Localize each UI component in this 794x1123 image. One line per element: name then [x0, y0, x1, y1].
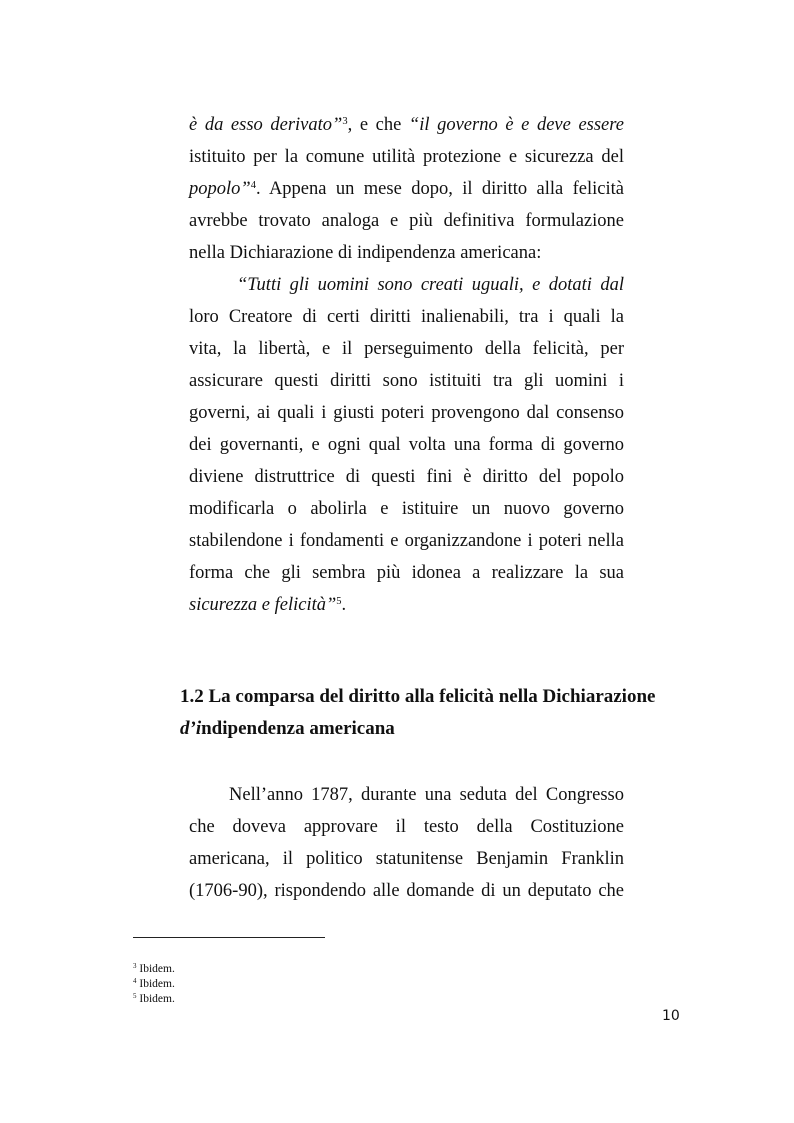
section-body-line: (1706-90), rispondendo alle domande di un deputato che [189, 881, 624, 901]
quote-line: governi, ai quali i giusti poteri provengono dal consenso [189, 403, 624, 423]
page-number: 10 [662, 1008, 680, 1024]
body-line: istituito per la comune utilità protezione e sicurezza del [189, 147, 624, 167]
footnote: $^5$ Ibidem. [133, 992, 175, 1005]
quote-line: forma che gli sembra più idonea a realizzare la sua [189, 563, 624, 583]
quote-line: dei governanti, e ogni qual volta una forma di governo [189, 435, 624, 455]
quote-line: “Tutti gli uomini sono creati uguali, e dotati dal [237, 275, 624, 295]
quote-line: sicurezza e felicità”$^5$. [189, 595, 347, 615]
quote-line: modificarla o abolirla e istituire un nuovo governo [189, 499, 624, 519]
body-line: è da esso derivato”$^3$, e che “il governo è e deve essere [189, 115, 624, 135]
footnote: $^3$ Ibidem. [133, 962, 175, 975]
quote-line: stabilendone i fondamenti e organizzandone i poteri nella [189, 531, 624, 551]
body-line: avrebbe trovato analoga e più definitiva formulazione [189, 211, 624, 231]
footnote-ref-3[interactable]: 3 [342, 116, 348, 127]
quote-line: vita, la libertà, e il perseguimento della felicità, per [189, 339, 624, 359]
section-heading: 1.2 La comparsa del diritto alla felicità nella Dichiarazione [180, 686, 656, 707]
section-body-line: che doveva approvare il testo della Costituzione [189, 817, 624, 837]
section-body-line: americana, il politico statunitense Benjamin Franklin [189, 849, 624, 869]
quote-line: diviene distruttrice di questi fini è diritto del popolo [189, 467, 624, 487]
footnote: $^4$ Ibidem. [133, 977, 175, 990]
section-heading-line2: d’indipendenza americana [180, 718, 395, 739]
body-line: nella Dichiarazione di indipendenza americana: [189, 243, 542, 263]
quote-line: assicurare questi diritti sono istituiti tra gli uomini i [189, 371, 624, 391]
section-body-line: Nell’anno 1787, durante una seduta del Congresso [229, 785, 624, 805]
quote-line: loro Creatore di certi diritti inalienabili, tra i quali la [189, 307, 624, 327]
body-line: popolo”$^4$. Appena un mese dopo, il diritto alla felicità [189, 179, 624, 199]
footnote-ref-5[interactable]: 5 [336, 596, 342, 607]
footnote-ref-4[interactable]: 4 [250, 180, 256, 191]
footnote-separator [133, 937, 325, 938]
